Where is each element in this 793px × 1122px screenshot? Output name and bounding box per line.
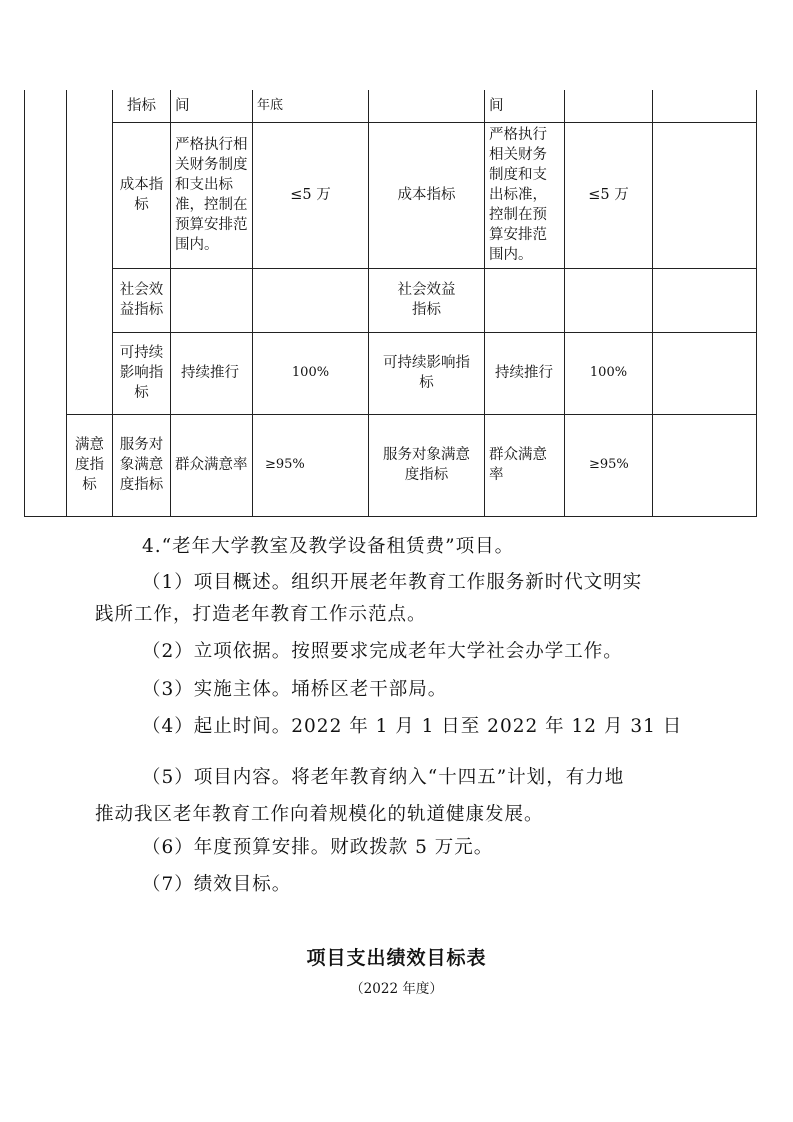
table-subtitle: （2022 年度） <box>350 981 443 997</box>
indicator-cell: 服务对象满意度指标 <box>113 414 171 516</box>
indicator-cell: 社会效益指标 <box>113 268 171 332</box>
sub-content-cell: 群众满意率 <box>485 414 565 516</box>
content-cell: 持续推行 <box>171 332 253 414</box>
project-heading: 4.“老年大学教室及教学设备租赁费”项目。 <box>142 536 515 557</box>
content-cell: 严格执行相关财务制度和支出标准，控制在预算安排范围内。 <box>171 122 253 268</box>
sub-indicator-cell: 服务对象满意度指标 <box>369 414 485 516</box>
content-cell <box>171 268 253 332</box>
table-row <box>25 90 757 122</box>
sub-value-cell: 100% <box>565 332 653 414</box>
extra-cell <box>653 90 757 122</box>
extra-cell <box>653 414 757 516</box>
paragraph-subject: （3）实施主体。埇桥区老干部局。 <box>142 679 448 700</box>
table-row <box>25 268 757 332</box>
sub-indicator-cell: 可持续影响指标 <box>369 332 485 414</box>
paragraph-content: （5）项目内容。将老年教育纳入“十四五”计划，有力地 <box>142 767 625 788</box>
sub-indicator-cell <box>369 90 485 122</box>
indicator-cell: 指标 <box>113 90 171 122</box>
table-row <box>25 414 757 516</box>
extra-cell <box>653 268 757 332</box>
sub-content-cell: 持续推行 <box>485 332 565 414</box>
category-cell <box>67 90 113 414</box>
sub-content-cell <box>485 268 565 332</box>
paragraph-content-cont: 推动我区老年教育工作向着规模化的轨道健康发展。 <box>95 804 544 825</box>
value-cell: 100% <box>253 332 369 414</box>
extra-cell <box>653 122 757 268</box>
paragraph-basis: （2）立项依据。按照要求完成老年大学社会办学工作。 <box>142 641 623 662</box>
sub-value-cell <box>565 268 653 332</box>
table-row <box>25 122 757 268</box>
sub-indicator-cell: 成本指标 <box>369 122 485 268</box>
sub-content-cell: 间 <box>485 90 565 122</box>
content-cell: 群众满意率 <box>171 414 253 516</box>
sub-value-cell <box>565 90 653 122</box>
paragraph-budget: （6）年度预算安排。财政拨款 5 万元。 <box>142 837 494 858</box>
table-row <box>25 332 757 414</box>
performance-target-table <box>24 90 757 517</box>
outer-category-cell <box>25 90 67 516</box>
paragraph-overview: （1）项目概述。组织开展老年教育工作服务新时代文明实 <box>142 572 643 593</box>
extra-cell <box>653 332 757 414</box>
paragraph-overview-cont: 践所工作，打造老年教育工作示范点。 <box>95 604 427 625</box>
sub-value-cell: ≥95% <box>565 414 653 516</box>
table-title: 项目支出绩效目标表 <box>306 947 487 969</box>
sub-content-cell: 严格执行相关财务制度和支出标准，控制在预算安排范围内。 <box>485 122 565 268</box>
value-cell: 年底 <box>253 90 369 122</box>
value-cell <box>253 268 369 332</box>
value-cell: ≥95% <box>253 414 369 516</box>
indicator-cell: 可持续影响指标 <box>113 332 171 414</box>
content-cell: 间 <box>171 90 253 122</box>
category-cell: 满意度指标 <box>67 414 113 516</box>
indicator-cell: 成本指标 <box>113 122 171 268</box>
paragraph-goal: （7）绩效目标。 <box>142 874 292 895</box>
paragraph-period: （4）起止时间。2022 年 1 月 1 日至 2022 年 12 月 31 日 <box>142 716 683 737</box>
sub-indicator-cell: 社会效益指标 <box>369 268 485 332</box>
sub-value-cell: ≤5 万 <box>565 122 653 268</box>
value-cell: ≤5 万 <box>253 122 369 268</box>
